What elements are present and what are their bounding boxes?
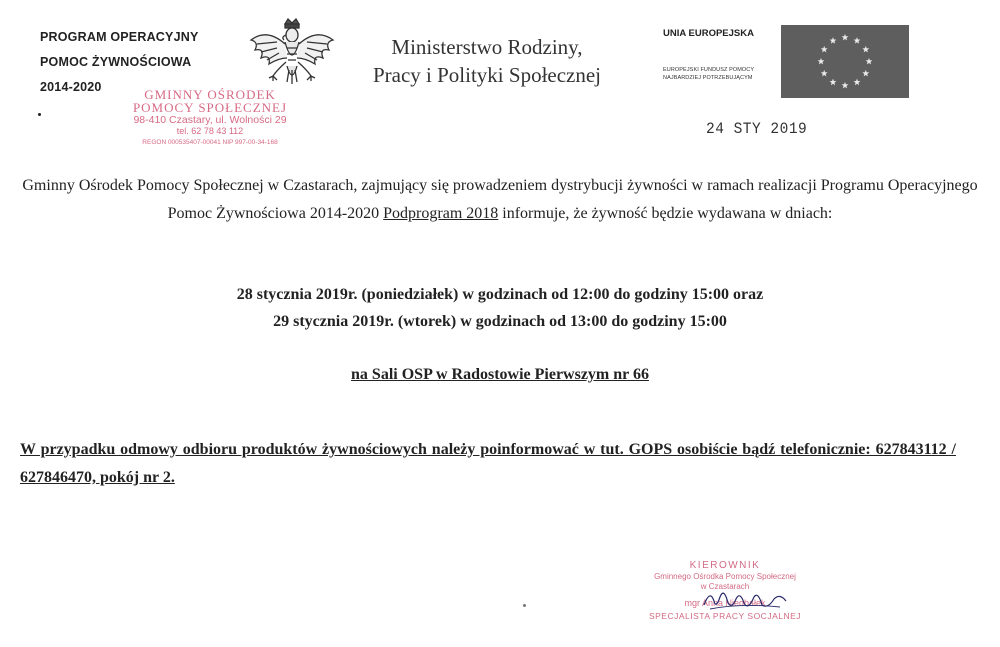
notice-paragraph: W przypadku odmowy odbioru produktów żywnościowych należy poinformować w tut. GOPS osobiście bądź telefonicznie: 627843112 / 627846470, pokój nr 2. — [20, 441, 956, 486]
ministry-line-2: Pracy i Polityki Społecznej — [372, 63, 602, 87]
speck-mark — [523, 604, 526, 607]
signature-org-line-2: w Czastarach — [700, 582, 750, 591]
office-stamp — [110, 88, 310, 148]
eu-fund-label — [663, 66, 754, 82]
program-line-3: 2014-2020 — [40, 80, 102, 94]
date-stamp: 24 STY 2019 — [706, 121, 808, 139]
eu-fund-line-2: NAJBARDZIEJ POTRZEBUJĄCYM — [663, 75, 753, 81]
eu-label: UNIA EUROPEJSKA — [663, 28, 754, 39]
date-line-2: 29 stycznia 2019r. (wtorek) w godzinach od 13:00 do godziny 15:00 — [273, 313, 727, 330]
ministry-name — [342, 33, 632, 89]
stamp-line-5: REGON 000535407-00041 NIP 997-00-34-168 — [142, 139, 278, 146]
location: na Sali OSP w Radostowie Pierwszym nr 66 — [351, 366, 649, 383]
eu-flag-icon — [781, 25, 909, 98]
program-line-2: POMOC ŻYWNOŚCIOWA — [40, 55, 192, 69]
eu-fund-line-1: EUROPEJSKI FUNDUSZ POMOCY — [663, 67, 755, 73]
signature-org-line-1: Gminnego Ośrodka Pomocy Społecznej — [654, 572, 796, 581]
subprogram-link: Podprogram 2018 — [383, 205, 499, 222]
intro-paragraph — [20, 172, 980, 228]
stamp-line-1: GMINNY OŚRODEK — [144, 87, 276, 102]
date-line-1: 28 stycznia 2019r. (poniedziałek) w godzinach od 12:00 do godziny 15:00 oraz — [236, 286, 764, 303]
distribution-dates — [20, 281, 980, 335]
dot-mark — [38, 113, 41, 116]
signature-role: SPECJALISTA PRACY SOCJALNEJ — [648, 611, 802, 621]
handwritten-signature — [700, 583, 790, 615]
signature-name: mgr Anna Niedbałek — [684, 598, 766, 608]
intro-text-2: informuje, że żywność będzie wydawana w dniach: — [498, 205, 833, 222]
ministry-line-1: Ministerstwo Rodziny, — [391, 35, 583, 59]
signature-title: KIEROWNIK — [689, 560, 761, 571]
stamp-line-3: 98-410 Czastary, ul. Wolności 29 — [133, 114, 287, 126]
stamp-line-2: POMOCY SPOŁECZNEJ — [132, 100, 288, 115]
program-line-1: PROGRAM OPERACYJNY — [40, 30, 199, 44]
stamp-line-4: tel. 62 78 43 112 — [176, 126, 244, 136]
intro-text-1: Gminny Ośrodek Pomocy Społecznej w Czastarach, zajmujący się prowadzeniem dystrybucji żywności w ramach realizacji Programu Operacyjnego Pomoc Żywnościowa 2014-2020 — [22, 177, 978, 222]
